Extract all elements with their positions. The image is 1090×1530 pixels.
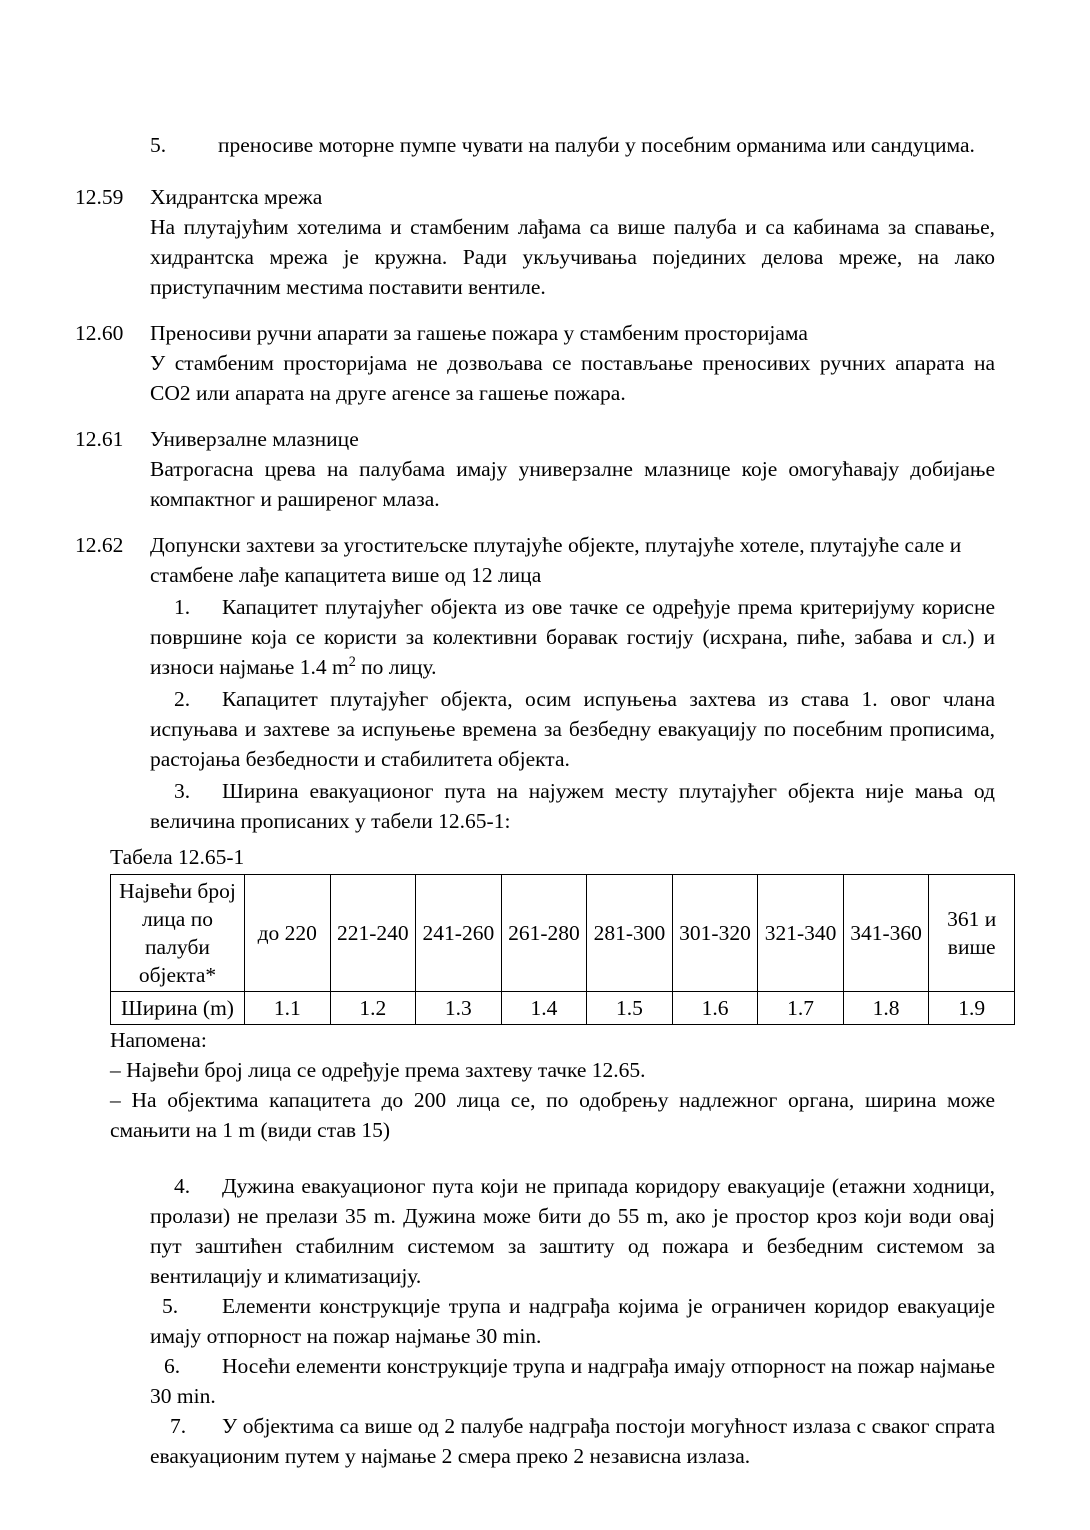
note-title: Напомена: xyxy=(110,1028,207,1052)
section-number: 12.59 xyxy=(75,185,124,209)
table-cell: 1.6 xyxy=(672,992,758,1025)
note-line: – На објектима капацитета до 200 лица се, по одобрењу надлежног органа, ширина може смањити на 1 m (види став 15) xyxy=(110,1088,995,1142)
list-item xyxy=(150,684,995,774)
table-cell: 1.8 xyxy=(843,992,929,1025)
list-item-text: Капацитет плутајућег објекта из ове тачке се одређује према критеријуму корисне површине која се користи за колективни боравак гостију (исхрана, пиће, забава и сл.) и износи најмање 1.4 m xyxy=(150,595,995,679)
row-header-capacity: Највећи број лица по палуби објекта* xyxy=(111,875,245,992)
list-item-number: 5. xyxy=(150,133,167,157)
lower-items xyxy=(75,1171,995,1471)
section-text: На плутајућим хотелима и стамбеним лађама са више палуба и са кабинама за спавање, хидрантска мрежа је кружна. Ради укључивања појединих делова мреже, на лако приступачним местима поставити вентиле. xyxy=(150,215,995,299)
section-title: Универзалне млазнице xyxy=(150,427,359,451)
list-item xyxy=(150,776,995,836)
column-header: 361 и више xyxy=(929,875,1015,992)
section-12-62 xyxy=(75,530,995,836)
list-item-text: Носећи елементи конструкције трупа и надграђа имају отпорност на пожар најмање 30 min. xyxy=(150,1354,995,1408)
table-cell: 1.1 xyxy=(245,992,331,1025)
superscript: 2 xyxy=(348,653,356,670)
list-item xyxy=(150,592,995,682)
list-item xyxy=(150,1411,995,1471)
column-header: 221-240 xyxy=(330,875,416,992)
column-header: 341-360 xyxy=(843,875,929,992)
section-text: Ватрогасна црева на палубама имају универзалне млазнице које омогућавају добијање компактног и раширеног млаза. xyxy=(150,457,995,511)
list-item xyxy=(75,130,995,160)
table-cell: 1.2 xyxy=(330,992,416,1025)
table-note xyxy=(110,1025,995,1145)
section-title: Хидрантска мрежа xyxy=(150,185,323,209)
list-item-text-cont: по лицу. xyxy=(355,655,437,679)
section-text: У стамбеним просторијама не дозвољава се постављање преносивих ручних апарата на CO2 или апарата на друге агенсе за гашење пожара. xyxy=(150,351,995,405)
column-header: 261-280 xyxy=(501,875,587,992)
table-cell: 1.3 xyxy=(416,992,502,1025)
list-item xyxy=(150,1171,995,1291)
list-item xyxy=(150,1351,995,1411)
list-item-text: Елементи конструкције трупа и надграђа којима је ограничен коридор евакуације имају отпорност на пожар најмање 30 min. xyxy=(150,1294,995,1348)
list-item-text: преносиве моторне пумпе чувати на палуби у посебним орманима или сандуцима. xyxy=(218,133,975,157)
table-caption: Табела 12.65-1 xyxy=(110,845,245,869)
list-item-number: 7. xyxy=(170,1414,187,1438)
list-item-number: 1. xyxy=(174,595,191,619)
section-number: 12.61 xyxy=(75,427,124,451)
section-number: 12.62 xyxy=(75,533,124,557)
table-cell: 1.4 xyxy=(501,992,587,1025)
table-row xyxy=(111,875,1015,992)
column-header: 281-300 xyxy=(587,875,673,992)
column-header: до 220 xyxy=(245,875,331,992)
section-12-61 xyxy=(75,424,995,514)
list-item-text: Ширина евакуационог пута на најужем месту плутајућег објекта није мања од величина прописаних у табели 12.65-1: xyxy=(150,779,995,833)
note-line: – Највећи број лица се одређује према захтеву тачке 12.65. xyxy=(110,1058,646,1082)
list-item-number: 6. xyxy=(164,1354,181,1378)
column-header: 321-340 xyxy=(758,875,844,992)
column-header: 241-260 xyxy=(416,875,502,992)
table-cell: 1.7 xyxy=(758,992,844,1025)
list-item-text: Дужина евакуационог пута који не припада коридору евакуације (етажни ходници, пролази) не прелази 35 m. Дужина може бити до 55 m, ако је простор кроз који води овај пут заштићен стабилним системом за заштиту од пожара и безбедним системом за вентилацију и климатизацију. xyxy=(150,1174,995,1288)
evacuation-width-table xyxy=(110,874,1015,1025)
row-header-width: Ширина (m) xyxy=(111,992,245,1025)
section-title: Преносиви ручни апарати за гашење пожара у стамбеним просторијама xyxy=(150,321,808,345)
section-number: 12.60 xyxy=(75,321,124,345)
list-item xyxy=(150,1291,995,1351)
section-12-59 xyxy=(75,182,995,302)
list-item-text: У објектима са више од 2 палубе надграђа постоји могућност излаза с сваког спрата евакуационим путем у најмање 2 смера преко 2 независна излаза. xyxy=(150,1414,995,1468)
section-12-60 xyxy=(75,318,995,408)
list-item-number: 5. xyxy=(162,1294,179,1318)
table-row xyxy=(111,992,1015,1025)
section-title: Допунски захтеви за угоститељске плутајуће објекте, плутајуће хотеле, плутајуће сале и стамбене лађе капацитета више од 12 лица xyxy=(150,533,962,587)
list-item-number: 4. xyxy=(174,1174,191,1198)
list-item-text: Капацитет плутајућег објекта, осим испуњења захтева из става 1. овог члана испуњава и захтеве за испуњење времена за безбедну евакуацију по посебним прописима, растојања безбедности и стабилитета објекта. xyxy=(150,687,995,771)
table-cell: 1.5 xyxy=(587,992,673,1025)
list-item-number: 2. xyxy=(174,687,191,711)
column-header: 301-320 xyxy=(672,875,758,992)
list-item-number: 3. xyxy=(174,779,191,803)
table-cell: 1.9 xyxy=(929,992,1015,1025)
